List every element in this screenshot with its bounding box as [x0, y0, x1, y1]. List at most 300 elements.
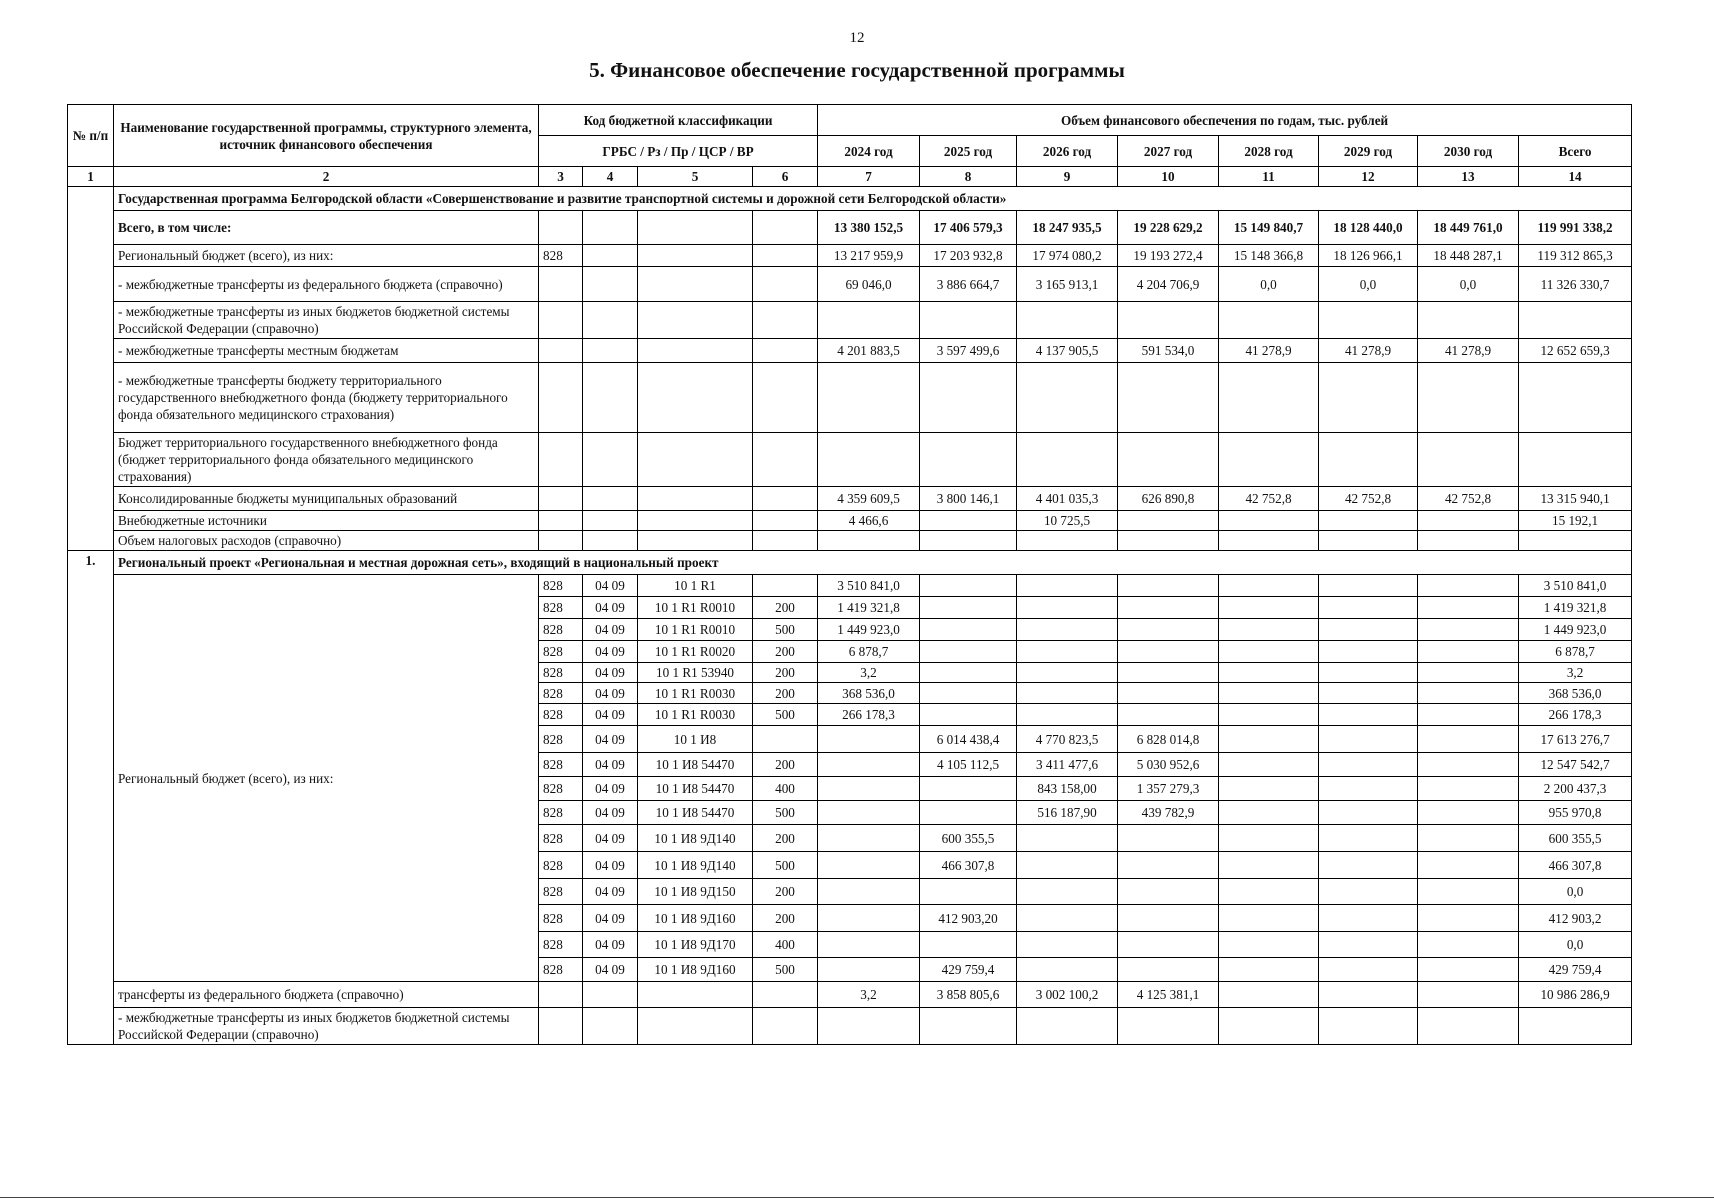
rz-cell: [583, 433, 638, 487]
value-cell: 119 312 865,3: [1519, 245, 1632, 267]
csr-cell: 10 1 И8 9Д160: [638, 905, 753, 932]
header-kbk-sub: ГРБС / Рз / Пр / ЦСР / ВР: [539, 136, 818, 167]
value-cell: 3 510 841,0: [818, 575, 920, 597]
value-cell: 1 357 279,3: [1118, 777, 1219, 801]
value-cell: 13 315 940,1: [1519, 487, 1632, 511]
financing-table: [67, 104, 1632, 1045]
value-cell: 412 903,2: [1519, 905, 1632, 932]
value-cell: 6 878,7: [1519, 641, 1632, 663]
value-cell: [1219, 879, 1319, 905]
value-cell: 18 126 966,1: [1319, 245, 1418, 267]
column-index: 9: [1017, 167, 1118, 187]
rz-cell: 04 09: [583, 726, 638, 753]
value-cell: [1017, 852, 1118, 879]
value-cell: [818, 932, 920, 958]
value-cell: [1319, 753, 1418, 777]
rz-cell: 04 09: [583, 683, 638, 704]
grbs-cell: 828: [539, 958, 583, 982]
rz-cell: [583, 245, 638, 267]
value-cell: 3 002 100,2: [1017, 982, 1118, 1008]
value-cell: [1418, 777, 1519, 801]
value-cell: 18 128 440,0: [1319, 211, 1418, 245]
code-cell: [539, 1008, 583, 1045]
value-cell: [818, 302, 920, 339]
header-num: № п/п: [68, 105, 114, 167]
header-year: 2026 год: [1017, 136, 1118, 167]
value-cell: 1 449 923,0: [818, 619, 920, 641]
header-name: Наименование государственной программы, структурного элемента, источник финансового обеспечения: [114, 105, 539, 167]
csr-cell: [638, 267, 753, 302]
value-cell: [1418, 641, 1519, 663]
value-cell: [920, 663, 1017, 683]
column-index: 14: [1519, 167, 1632, 187]
value-cell: [1219, 777, 1319, 801]
grbs-cell: 828: [539, 852, 583, 879]
section-number: 1.: [68, 551, 114, 1045]
csr-cell: 10 1 И8 9Д150: [638, 879, 753, 905]
value-cell: [1418, 531, 1519, 551]
vr-cell: 200: [753, 597, 818, 619]
program-row: [68, 211, 1632, 245]
value-cell: [1118, 597, 1219, 619]
value-cell: [1017, 683, 1118, 704]
header-volume: Объем финансового обеспечения по годам, тыс. рублей: [818, 105, 1632, 136]
value-cell: [1219, 852, 1319, 879]
column-index: 11: [1219, 167, 1319, 187]
value-cell: 18 449 761,0: [1418, 211, 1519, 245]
value-cell: [920, 879, 1017, 905]
rz-cell: 04 09: [583, 932, 638, 958]
value-cell: [1017, 302, 1118, 339]
value-cell: 119 991 338,2: [1519, 211, 1632, 245]
value-cell: 42 752,8: [1319, 487, 1418, 511]
code-cell: [539, 982, 583, 1008]
grbs-cell: [539, 433, 583, 487]
csr-cell: 10 1 И8 9Д160: [638, 958, 753, 982]
csr-cell: [638, 531, 753, 551]
value-cell: [1418, 879, 1519, 905]
program-row: [68, 487, 1632, 511]
row-name: Бюджет территориального государственного внебюджетного фонда (бюджет территориального фонда обязательного медицинского страхования): [114, 433, 539, 487]
row-number-cell: [68, 187, 114, 551]
value-cell: [1319, 511, 1418, 531]
value-cell: 591 534,0: [1118, 339, 1219, 363]
value-cell: [1319, 905, 1418, 932]
value-cell: [1118, 663, 1219, 683]
value-cell: [1418, 801, 1519, 825]
value-cell: [1219, 531, 1319, 551]
vr-cell: 500: [753, 958, 818, 982]
value-cell: [1219, 597, 1319, 619]
value-cell: 6 828 014,8: [1118, 726, 1219, 753]
value-cell: [1418, 511, 1519, 531]
value-cell: 600 355,5: [1519, 825, 1632, 852]
vr-cell: [753, 302, 818, 339]
vr-cell: [753, 363, 818, 433]
value-cell: [1319, 597, 1418, 619]
value-cell: [818, 879, 920, 905]
row-name: Региональный бюджет (всего), из них:: [114, 245, 539, 267]
header-year: 2028 год: [1219, 136, 1319, 167]
value-cell: 266 178,3: [818, 704, 920, 726]
value-cell: 4 201 883,5: [818, 339, 920, 363]
value-cell: [1118, 958, 1219, 982]
value-cell: 626 890,8: [1118, 487, 1219, 511]
value-cell: 0,0: [1418, 267, 1519, 302]
value-cell: 600 355,5: [920, 825, 1017, 852]
value-cell: [920, 801, 1017, 825]
rz-cell: [583, 302, 638, 339]
value-cell: 3 597 499,6: [920, 339, 1017, 363]
header-year: 2027 год: [1118, 136, 1219, 167]
value-cell: [1319, 982, 1418, 1008]
value-cell: 1 419 321,8: [818, 597, 920, 619]
vr-cell: 200: [753, 905, 818, 932]
value-cell: [1418, 753, 1519, 777]
grbs-cell: 828: [539, 683, 583, 704]
csr-cell: [638, 245, 753, 267]
rz-cell: 04 09: [583, 801, 638, 825]
value-cell: 17 406 579,3: [920, 211, 1017, 245]
value-cell: [1319, 575, 1418, 597]
value-cell: [1017, 825, 1118, 852]
program-row: [68, 245, 1632, 267]
value-cell: 4 401 035,3: [1017, 487, 1118, 511]
value-cell: [1017, 879, 1118, 905]
csr-cell: 10 1 И8: [638, 726, 753, 753]
value-cell: [1519, 363, 1632, 433]
value-cell: [1418, 363, 1519, 433]
value-cell: 0,0: [1519, 879, 1632, 905]
column-index: 6: [753, 167, 818, 187]
value-cell: [1418, 932, 1519, 958]
row-name: трансферты из федерального бюджета (справочно): [114, 982, 539, 1008]
column-index: 5: [638, 167, 753, 187]
value-cell: [1319, 433, 1418, 487]
grbs-cell: 828: [539, 801, 583, 825]
header-year: 2024 год: [818, 136, 920, 167]
value-cell: [1519, 433, 1632, 487]
value-cell: [818, 825, 920, 852]
csr-cell: [638, 339, 753, 363]
value-cell: 17 974 080,2: [1017, 245, 1118, 267]
value-cell: [1219, 683, 1319, 704]
rz-cell: 04 09: [583, 958, 638, 982]
value-cell: 18 247 935,5: [1017, 211, 1118, 245]
value-cell: 3 411 477,6: [1017, 753, 1118, 777]
value-cell: 3,2: [1519, 663, 1632, 683]
value-cell: [1418, 825, 1519, 852]
grbs-cell: 828: [539, 575, 583, 597]
rz-cell: 04 09: [583, 641, 638, 663]
grbs-cell: 828: [539, 619, 583, 641]
value-cell: [1319, 958, 1418, 982]
row-name: - межбюджетные трансферты бюджету территориального государственного внебюджетного фонда (бюджету территориального фонда обязательного медицинского страхования): [114, 363, 539, 433]
grbs-cell: [539, 511, 583, 531]
header-kbk: Код бюджетной классификации: [539, 105, 818, 136]
value-cell: [818, 905, 920, 932]
value-cell: [818, 753, 920, 777]
vr-cell: 500: [753, 619, 818, 641]
code-cell: [638, 982, 753, 1008]
row-name: Внебюджетные источники: [114, 511, 539, 531]
rz-cell: [583, 531, 638, 551]
value-cell: [1118, 905, 1219, 932]
value-cell: [1418, 1008, 1519, 1045]
grbs-cell: 828: [539, 641, 583, 663]
value-cell: [1017, 1008, 1118, 1045]
rz-cell: 04 09: [583, 619, 638, 641]
value-cell: [1219, 726, 1319, 753]
row-name: - межбюджетные трансферты из иных бюджетов бюджетной системы Российской Федерации (справочно): [114, 1008, 539, 1045]
value-cell: [1118, 302, 1219, 339]
row-name: Всего, в том числе:: [114, 211, 539, 245]
value-cell: 12 652 659,3: [1519, 339, 1632, 363]
value-cell: [1017, 531, 1118, 551]
column-index: 2: [114, 167, 539, 187]
value-cell: 3 165 913,1: [1017, 267, 1118, 302]
grbs-cell: 828: [539, 932, 583, 958]
value-cell: 13 217 959,9: [818, 245, 920, 267]
rz-cell: 04 09: [583, 852, 638, 879]
value-cell: [1319, 683, 1418, 704]
value-cell: 3 886 664,7: [920, 267, 1017, 302]
row-name: Консолидированные бюджеты муниципальных образований: [114, 487, 539, 511]
csr-cell: 10 1 И8 54470: [638, 753, 753, 777]
value-cell: [818, 958, 920, 982]
value-cell: [920, 433, 1017, 487]
program-row: [68, 339, 1632, 363]
value-cell: [920, 531, 1017, 551]
value-cell: [1219, 982, 1319, 1008]
rz-cell: [583, 363, 638, 433]
value-cell: 429 759,4: [1519, 958, 1632, 982]
header-year: 2030 год: [1418, 136, 1519, 167]
value-cell: [1017, 363, 1118, 433]
document-title: 5. Финансовое обеспечение государственной программы: [589, 58, 1125, 82]
csr-cell: 10 1 R1 R0010: [638, 597, 753, 619]
value-cell: 19 228 629,2: [1118, 211, 1219, 245]
value-cell: [1418, 726, 1519, 753]
rz-cell: 04 09: [583, 879, 638, 905]
vr-cell: [753, 433, 818, 487]
vr-cell: [753, 726, 818, 753]
grbs-cell: 828: [539, 245, 583, 267]
vr-cell: [753, 531, 818, 551]
value-cell: [818, 363, 920, 433]
csr-cell: 10 1 R1: [638, 575, 753, 597]
vr-cell: 200: [753, 825, 818, 852]
code-cell: [753, 1008, 818, 1045]
value-cell: [1319, 825, 1418, 852]
value-cell: 15 148 366,8: [1219, 245, 1319, 267]
section-row: [68, 575, 1632, 597]
vr-cell: 200: [753, 663, 818, 683]
value-cell: [818, 777, 920, 801]
value-cell: [1118, 879, 1219, 905]
code-cell: [638, 1008, 753, 1045]
vr-cell: [753, 245, 818, 267]
value-cell: [818, 852, 920, 879]
value-cell: 10 725,5: [1017, 511, 1118, 531]
value-cell: [1219, 958, 1319, 982]
program-row: [68, 433, 1632, 487]
value-cell: 3,2: [818, 663, 920, 683]
program-row: [68, 302, 1632, 339]
vr-cell: [753, 339, 818, 363]
column-index: 4: [583, 167, 638, 187]
header-year: 2029 год: [1319, 136, 1418, 167]
page-bottom-rule: [0, 1197, 1714, 1198]
program-title-row: [68, 187, 1632, 211]
value-cell: [920, 932, 1017, 958]
value-cell: [1118, 683, 1219, 704]
value-cell: [818, 801, 920, 825]
csr-cell: 10 1 И8 9Д140: [638, 825, 753, 852]
section-row: [68, 982, 1632, 1008]
program-row: [68, 267, 1632, 302]
csr-cell: 10 1 И8 54470: [638, 801, 753, 825]
grbs-cell: 828: [539, 726, 583, 753]
rz-cell: 04 09: [583, 777, 638, 801]
header-total: Всего: [1519, 136, 1632, 167]
value-cell: [1219, 641, 1319, 663]
value-cell: 4 204 706,9: [1118, 267, 1219, 302]
code-cell: [753, 982, 818, 1008]
value-cell: 3 510 841,0: [1519, 575, 1632, 597]
csr-cell: 10 1 R1 R0030: [638, 704, 753, 726]
grbs-cell: [539, 267, 583, 302]
rz-cell: 04 09: [583, 905, 638, 932]
value-cell: [1319, 932, 1418, 958]
value-cell: 41 278,9: [1418, 339, 1519, 363]
value-cell: [1418, 433, 1519, 487]
vr-cell: 200: [753, 753, 818, 777]
value-cell: [1319, 852, 1418, 879]
value-cell: 4 105 112,5: [920, 753, 1017, 777]
csr-cell: 10 1 R1 53940: [638, 663, 753, 683]
value-cell: 439 782,9: [1118, 801, 1219, 825]
value-cell: 466 307,8: [920, 852, 1017, 879]
value-cell: 3 800 146,1: [920, 487, 1017, 511]
value-cell: 368 536,0: [1519, 683, 1632, 704]
value-cell: [1418, 683, 1519, 704]
value-cell: [1319, 704, 1418, 726]
vr-cell: [753, 211, 818, 245]
value-cell: [1219, 1008, 1319, 1045]
value-cell: [1118, 619, 1219, 641]
value-cell: [920, 511, 1017, 531]
header-year: 2025 год: [920, 136, 1017, 167]
value-cell: 42 752,8: [1219, 487, 1319, 511]
code-cell: [583, 1008, 638, 1045]
rz-cell: 04 09: [583, 753, 638, 777]
program-row: [68, 363, 1632, 433]
value-cell: 4 137 905,5: [1017, 339, 1118, 363]
value-cell: [1118, 641, 1219, 663]
value-cell: 17 203 932,8: [920, 245, 1017, 267]
value-cell: 1 449 923,0: [1519, 619, 1632, 641]
value-cell: [1118, 511, 1219, 531]
rz-cell: [583, 511, 638, 531]
value-cell: [1017, 575, 1118, 597]
csr-cell: [638, 487, 753, 511]
value-cell: 4 466,6: [818, 511, 920, 531]
value-cell: 19 193 272,4: [1118, 245, 1219, 267]
value-cell: [1418, 704, 1519, 726]
value-cell: [920, 575, 1017, 597]
value-cell: 18 448 287,1: [1418, 245, 1519, 267]
section-title-row: [68, 551, 1632, 575]
value-cell: [1017, 905, 1118, 932]
value-cell: [818, 531, 920, 551]
value-cell: [1319, 1008, 1418, 1045]
grbs-cell: 828: [539, 663, 583, 683]
value-cell: [1319, 531, 1418, 551]
value-cell: [1418, 575, 1519, 597]
grbs-cell: [539, 363, 583, 433]
csr-cell: 10 1 И8 54470: [638, 777, 753, 801]
value-cell: 3,2: [818, 982, 920, 1008]
csr-cell: 10 1 R1 R0020: [638, 641, 753, 663]
value-cell: [1319, 777, 1418, 801]
value-cell: [1219, 801, 1319, 825]
value-cell: 368 536,0: [818, 683, 920, 704]
value-cell: 6 014 438,4: [920, 726, 1017, 753]
value-cell: 12 547 542,7: [1519, 753, 1632, 777]
value-cell: 0,0: [1319, 267, 1418, 302]
rz-cell: [583, 487, 638, 511]
section-row: [68, 1008, 1632, 1045]
grbs-cell: 828: [539, 825, 583, 852]
value-cell: [920, 597, 1017, 619]
value-cell: [1319, 619, 1418, 641]
value-cell: 1 419 321,8: [1519, 597, 1632, 619]
csr-cell: 10 1 R1 R0010: [638, 619, 753, 641]
group-label: Региональный бюджет (всего), из них:: [114, 575, 539, 982]
value-cell: [818, 726, 920, 753]
section-title: Региональный проект «Региональная и местная дорожная сеть», входящий в национальный проект: [114, 551, 1632, 575]
value-cell: [1118, 531, 1219, 551]
value-cell: [1118, 932, 1219, 958]
value-cell: [1118, 433, 1219, 487]
value-cell: [1418, 958, 1519, 982]
rz-cell: [583, 267, 638, 302]
value-cell: [1519, 1008, 1632, 1045]
vr-cell: 400: [753, 777, 818, 801]
grbs-cell: 828: [539, 905, 583, 932]
value-cell: [1418, 905, 1519, 932]
column-index: 1: [68, 167, 114, 187]
value-cell: [1219, 905, 1319, 932]
value-cell: 6 878,7: [818, 641, 920, 663]
value-cell: 843 158,00: [1017, 777, 1118, 801]
value-cell: 412 903,20: [920, 905, 1017, 932]
value-cell: [920, 363, 1017, 433]
value-cell: [1319, 363, 1418, 433]
column-index: 8: [920, 167, 1017, 187]
rz-cell: [583, 339, 638, 363]
value-cell: [1118, 704, 1219, 726]
value-cell: [1319, 801, 1418, 825]
value-cell: [920, 641, 1017, 663]
value-cell: 4 125 381,1: [1118, 982, 1219, 1008]
csr-cell: [638, 302, 753, 339]
value-cell: [1118, 575, 1219, 597]
value-cell: 10 986 286,9: [1519, 982, 1632, 1008]
value-cell: 17 613 276,7: [1519, 726, 1632, 753]
rz-cell: 04 09: [583, 825, 638, 852]
